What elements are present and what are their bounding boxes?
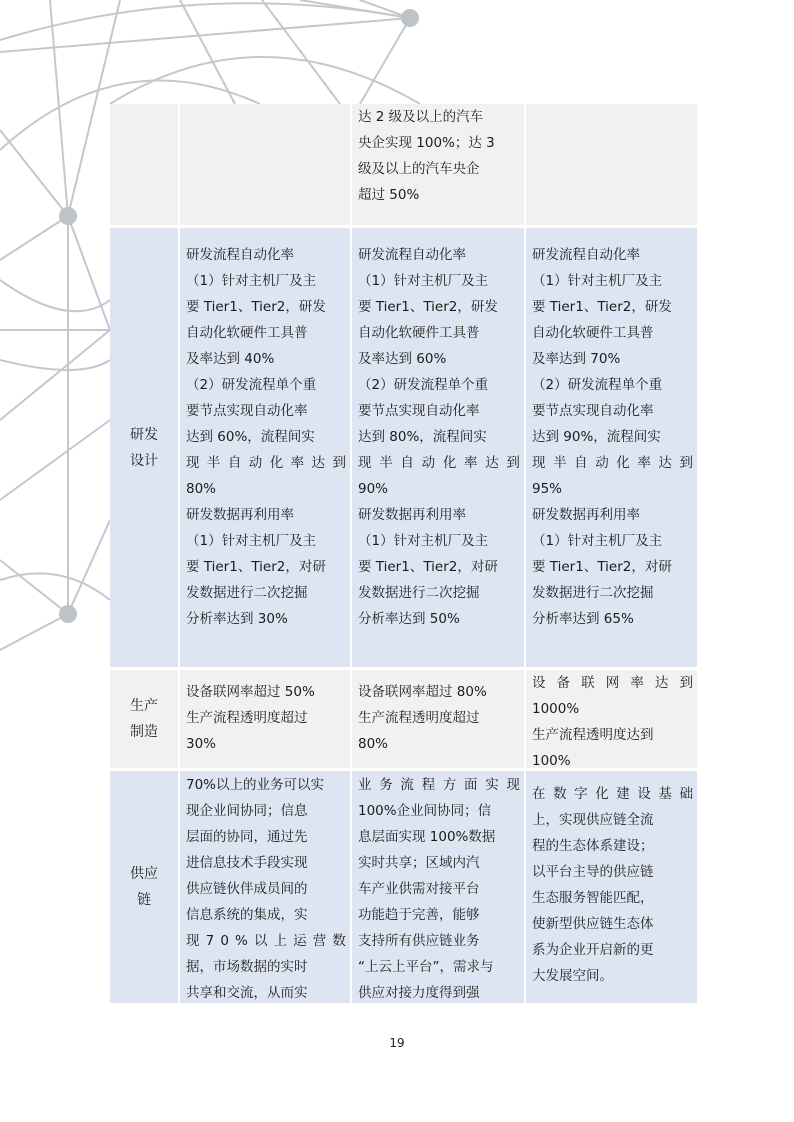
column-divider: [350, 228, 352, 667]
cell-text-line: 设 备 联 网 率 达 到: [532, 675, 693, 691]
table-cell: [526, 228, 697, 667]
row-header-label: 研发 设计: [130, 426, 158, 469]
cell-text-line: 支持所有供应链业务: [358, 933, 480, 949]
cell-text-line: 分析率达到 50%: [358, 611, 460, 627]
table-cell: [180, 670, 350, 768]
cell-text-line: 要 Tier1、Tier2，对研: [532, 559, 672, 575]
cell-text-line: 自动化软硬件工具普: [358, 325, 480, 341]
cell-text-line: 达到 60%，流程间实: [186, 429, 315, 445]
cell-text-line: 共享和交流，从而实: [186, 985, 308, 1001]
cell-text-line: （1）针对主机厂及主: [186, 273, 317, 289]
row-header-label: 生产 制造: [130, 698, 158, 740]
cell-text-line: 发数据进行二次挖掘: [532, 585, 654, 601]
cell-text-line: 要 Tier1、Tier2，对研: [358, 559, 498, 575]
cell-text-line: 分析率达到 65%: [532, 611, 634, 627]
cell-text-line: 研发数据再利用率: [186, 507, 294, 523]
cell-text-line: 要节点实现自动化率: [532, 403, 654, 419]
row-header-cell: [110, 670, 178, 768]
cell-text-line: 信息系统的集成，实: [186, 907, 308, 923]
cell-text-line: 要 Tier1、Tier2，研发: [358, 299, 498, 315]
cell-text-line: 及率达到 60%: [358, 351, 447, 367]
cell-text-line: 要节点实现自动化率: [358, 403, 480, 419]
cell-text-line: 供应对接力度得到强: [358, 985, 480, 1001]
cell-text-line: 息层面实现 100%数据: [358, 829, 496, 845]
row-header-cell: [110, 104, 178, 225]
column-divider: [178, 771, 180, 1003]
table-cell: [352, 670, 524, 768]
cell-text-line: 现 7 0 % 以 上 运 营 数: [186, 933, 346, 949]
cell-text-line: 据，市场数据的实时: [186, 959, 308, 975]
cell-text-line: 供应链伙伴成员间的: [186, 881, 308, 897]
cell-text-line: 现企业间协同；信息: [186, 803, 308, 819]
cell-text-line: 研发流程自动化率: [532, 247, 640, 263]
column-divider: [178, 228, 180, 667]
cell-text-line: 现 半 自 动 化 率 达 到: [358, 455, 520, 471]
table-cell: [526, 670, 697, 768]
cell-text-line: （1）针对主机厂及主: [358, 273, 489, 289]
cell-text-line: 95%: [532, 481, 563, 497]
column-divider: [178, 670, 180, 768]
cell-text-line: 大发展空间。: [532, 968, 613, 984]
cell-text-line: 研发流程自动化率: [186, 247, 294, 263]
cell-text-line: （1）针对主机厂及主: [532, 273, 663, 289]
cell-text-line: （2）研发流程单个重: [532, 377, 663, 393]
row-header-label: 供应链: [130, 866, 158, 908]
cell-text-line: 90%: [358, 481, 389, 497]
column-divider: [178, 104, 180, 225]
cell-text-line: 自动化软硬件工具普: [532, 325, 654, 341]
cell-text-line: 分析率达到 30%: [186, 611, 288, 627]
cell-text-line: 要 Tier1、Tier2，对研: [186, 559, 326, 575]
cell-text-line: 研发数据再利用率: [358, 507, 466, 523]
cell-text-line: 70%以上的业务可以实: [186, 777, 325, 793]
row-continuation: [110, 104, 697, 225]
cell-text-line: 生产流程透明度达到: [532, 727, 654, 743]
cell-text-line: 80%: [186, 481, 217, 497]
cell-text-line: 使新型供应链生态体: [532, 916, 654, 932]
cell-text-line: 及率达到 70%: [532, 351, 621, 367]
cell-text-line: 车产业供需对接平台: [358, 881, 480, 897]
cell-text-line: 功能趋于完善，能够: [358, 907, 480, 923]
cell-text-line: 系为企业开启新的更: [532, 942, 654, 958]
cell-text-line: 层面的协同，通过先: [186, 829, 308, 845]
cell-text-line: 要 Tier1、Tier2，研发: [532, 299, 672, 315]
column-divider: [524, 228, 526, 667]
page-number: 19: [389, 1036, 405, 1050]
cell-text-line: 生态服务智能匹配，: [532, 890, 654, 906]
cell-text-line: 设备联网率超过 80%: [358, 684, 487, 700]
table-cell: [352, 104, 524, 225]
cell-text-line: 央企实现 100%；达 3: [358, 135, 495, 151]
cell-text-line: 80%: [358, 736, 389, 752]
table-cell: [526, 104, 697, 225]
column-divider: [524, 670, 526, 768]
cell-text-line: 设备联网率超过 50%: [186, 684, 315, 700]
row-header-cell: [110, 228, 178, 667]
cell-text-line: 上，实现供应链全流: [532, 812, 654, 828]
cell-text-line: （1）针对主机厂及主: [532, 533, 663, 549]
cell-text-line: 级及以上的汽车央企: [358, 161, 480, 177]
column-divider: [524, 771, 526, 1003]
cell-text-line: 自动化软硬件工具普: [186, 325, 308, 341]
cell-text-line: 业 务 流 程 方 面 实 现: [358, 777, 520, 793]
table-cell: [180, 771, 350, 1003]
cell-text-line: 超过 50%: [358, 187, 420, 203]
cell-text-line: 1000%: [532, 701, 580, 717]
column-divider: [350, 771, 352, 1003]
row-rd-design: [110, 228, 697, 667]
cell-text-line: 现 半 自 动 化 率 达 到: [186, 455, 346, 471]
cell-text-line: 达 2 级及以上的汽车: [358, 109, 484, 125]
column-divider: [350, 104, 352, 225]
row-supply-chain: [110, 771, 697, 1003]
column-divider: [350, 670, 352, 768]
row-manufacturing: [110, 670, 697, 768]
cell-text-line: 在 数 字 化 建 设 基 础: [532, 786, 693, 802]
table-cell: [526, 771, 697, 1003]
cell-text-line: 生产流程透明度超过: [186, 710, 308, 726]
cell-text-line: 现 半 自 动 化 率 达 到: [532, 455, 693, 471]
cell-text-line: （1）针对主机厂及主: [358, 533, 489, 549]
cell-text-line: 以平台主导的供应链: [532, 864, 654, 880]
cell-text-line: “上云上平台”，需求与: [358, 959, 494, 975]
cell-text-line: 及率达到 40%: [186, 351, 275, 367]
table-cell: [180, 228, 350, 667]
cell-text-line: 要 Tier1、Tier2，研发: [186, 299, 326, 315]
cell-text-line: 进信息技术手段实现: [186, 855, 308, 871]
cell-text-line: （1）针对主机厂及主: [186, 533, 317, 549]
cell-text-line: 研发数据再利用率: [532, 507, 640, 523]
cell-text-line: 实时共享；区域内汽: [358, 855, 480, 871]
cell-text-line: （2）研发流程单个重: [186, 377, 317, 393]
column-divider: [524, 104, 526, 225]
table-cell: [352, 771, 524, 1003]
cell-text-line: 达到 80%，流程间实: [358, 429, 487, 445]
cell-text-line: 达到 90%，流程间实: [532, 429, 661, 445]
cell-text-line: 生产流程透明度超过: [358, 710, 480, 726]
cell-text-line: 100%企业间协同；信: [358, 803, 492, 819]
targets-table: [110, 104, 697, 1003]
cell-text-line: 要节点实现自动化率: [186, 403, 308, 419]
table-cell: [352, 228, 524, 667]
row-header-cell: [110, 771, 178, 1003]
cell-text-line: （2）研发流程单个重: [358, 377, 489, 393]
cell-text-line: 发数据进行二次挖掘: [186, 585, 308, 601]
cell-text-line: 30%: [186, 736, 217, 752]
table-cell: [180, 104, 350, 225]
cell-text-line: 研发流程自动化率: [358, 247, 466, 263]
cell-text-line: 100%: [532, 753, 571, 768]
cell-text-line: 发数据进行二次挖掘: [358, 585, 480, 601]
cell-text-line: 程的生态体系建设；: [532, 838, 654, 854]
